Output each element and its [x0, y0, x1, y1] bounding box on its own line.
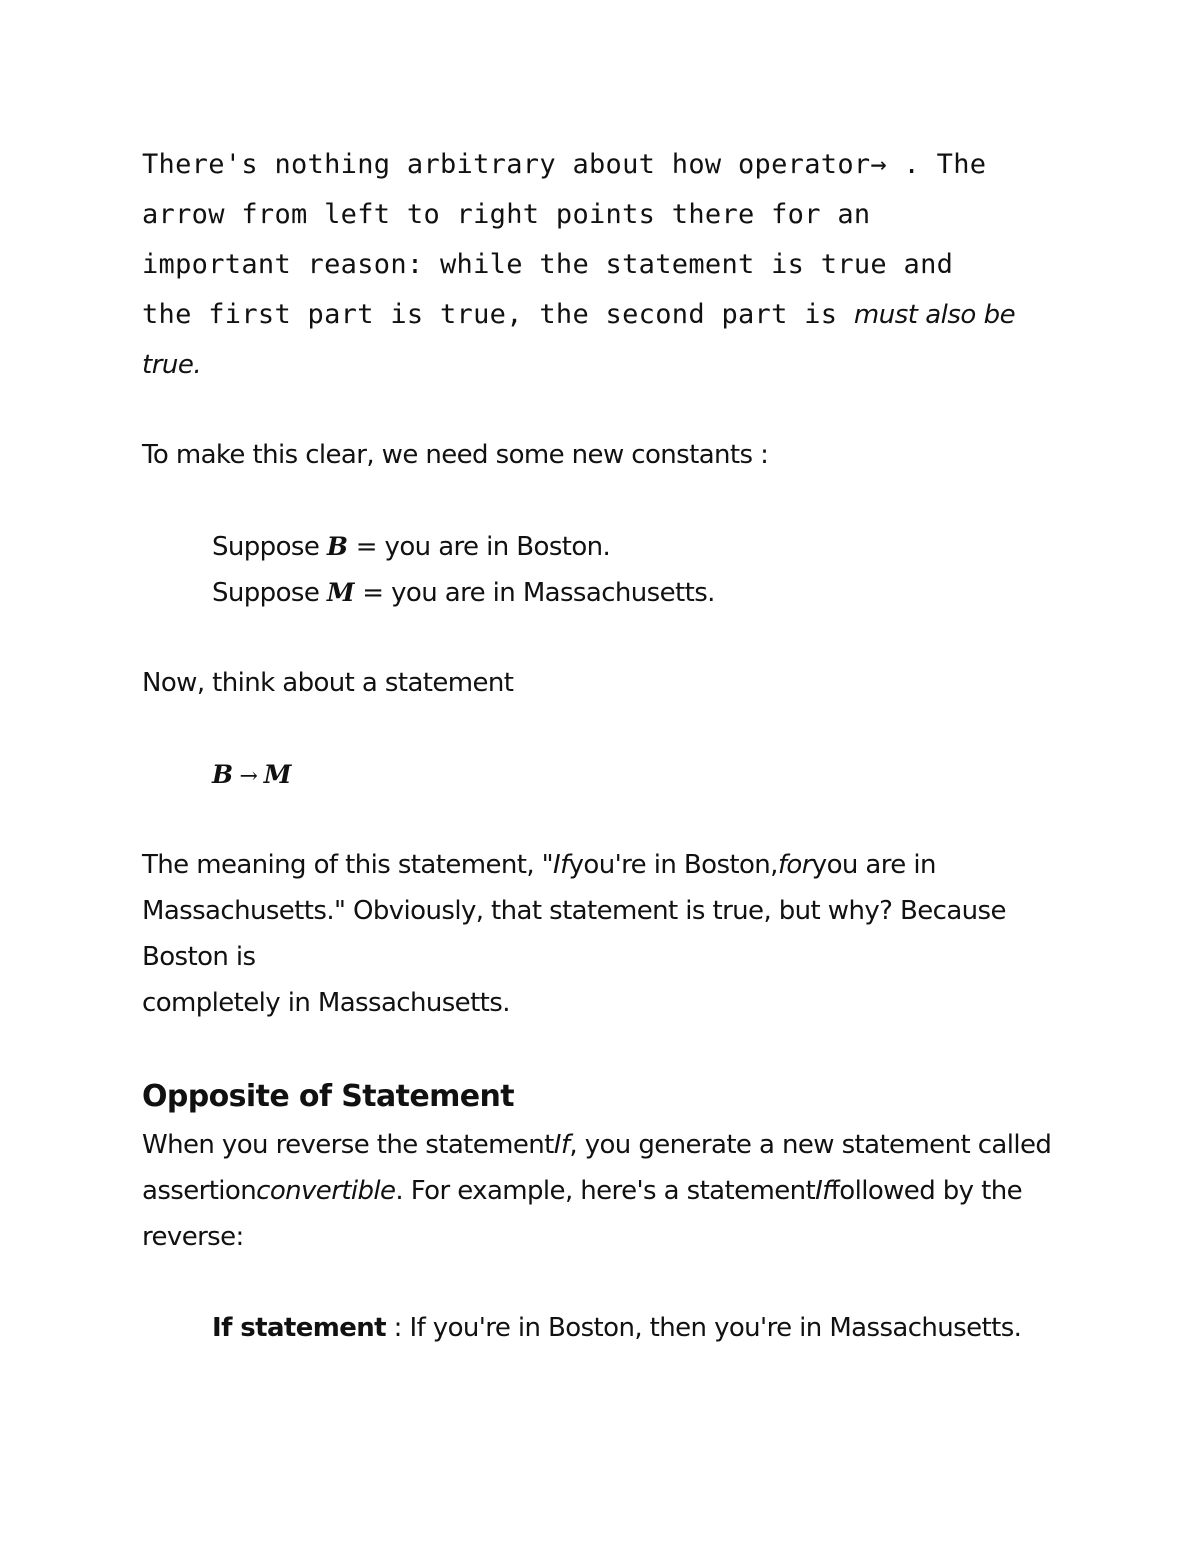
- suppose-m-line: [212, 570, 715, 616]
- converse-line-1: [142, 1122, 1072, 1168]
- intro-line-5: [142, 340, 1062, 390]
- intro-line-3: important reason: while the statement is true and: [142, 249, 954, 280]
- formula-left: B: [212, 760, 234, 789]
- converse-text-followed: followed by the: [830, 1176, 1022, 1206]
- formula-right: M: [263, 760, 292, 789]
- formula-arrow: →: [233, 764, 264, 789]
- meaning-line-3: completely in Massachusetts.: [142, 988, 510, 1018]
- intro-line-2: arrow from left to right points there for an: [142, 199, 871, 230]
- meaning-paragraph: [142, 842, 1072, 1026]
- if-statement-text: : If you're in Boston, then you're in Massachusetts.: [386, 1313, 1022, 1343]
- suppose-b-suffix: = you are in Boston.: [348, 532, 611, 562]
- suppose-b-line: [212, 524, 610, 570]
- converse-text-example: . For example, here's a statement: [395, 1176, 816, 1206]
- converse-text-b: , you generate a new statement called: [569, 1130, 1052, 1160]
- implication-formula: [212, 752, 291, 800]
- meaning-for: for: [777, 850, 812, 880]
- meaning-line-2: Massachusetts." Obviously, that statement is true, but why? Because Boston is: [142, 896, 1006, 972]
- think-line: Now, think about a statement: [142, 668, 514, 698]
- meaning-line-1: [142, 842, 1072, 888]
- if-statement-label: If statement: [212, 1313, 387, 1343]
- intro-line-5-emphasis: true.: [142, 350, 202, 380]
- suppose-m-prefix: Suppose: [212, 578, 327, 608]
- converse-line-3: reverse:: [142, 1222, 244, 1252]
- converse-text-assertion: assertion: [142, 1176, 257, 1206]
- if-statement-line: [212, 1305, 1021, 1351]
- meaning-if: If: [553, 850, 569, 880]
- intro-line-1: There's nothing arbitrary about how operator→ . The: [142, 149, 987, 180]
- meaning-text-a: The meaning of this statement, ": [142, 850, 554, 880]
- suppose-b-prefix: Suppose: [212, 532, 327, 562]
- converse-line-2: [142, 1168, 1072, 1214]
- converse-paragraph: [142, 1122, 1072, 1260]
- constants-intro: To make this clear, we need some new constants :: [142, 440, 769, 470]
- variable-m: M: [326, 578, 355, 607]
- meaning-text-b: you're in Boston,: [568, 850, 778, 880]
- variable-b: B: [326, 532, 349, 561]
- intro-paragraph: [142, 140, 1062, 390]
- intro-line-4-text: the first part is true, the second part is: [142, 299, 854, 330]
- converse-convertible: convertible: [256, 1176, 396, 1206]
- intro-line-4-emphasis: must also be: [853, 300, 1016, 330]
- intro-line-4: [142, 290, 1062, 340]
- converse-text-a: When you reverse the statement: [142, 1130, 554, 1160]
- converse-if: If: [553, 1130, 570, 1160]
- meaning-text-c: you are in: [811, 850, 936, 880]
- suppose-m-suffix: = you are in Massachusetts.: [354, 578, 715, 608]
- converse-if-2: If: [815, 1176, 831, 1206]
- section-heading: Opposite of Statement: [142, 1079, 515, 1114]
